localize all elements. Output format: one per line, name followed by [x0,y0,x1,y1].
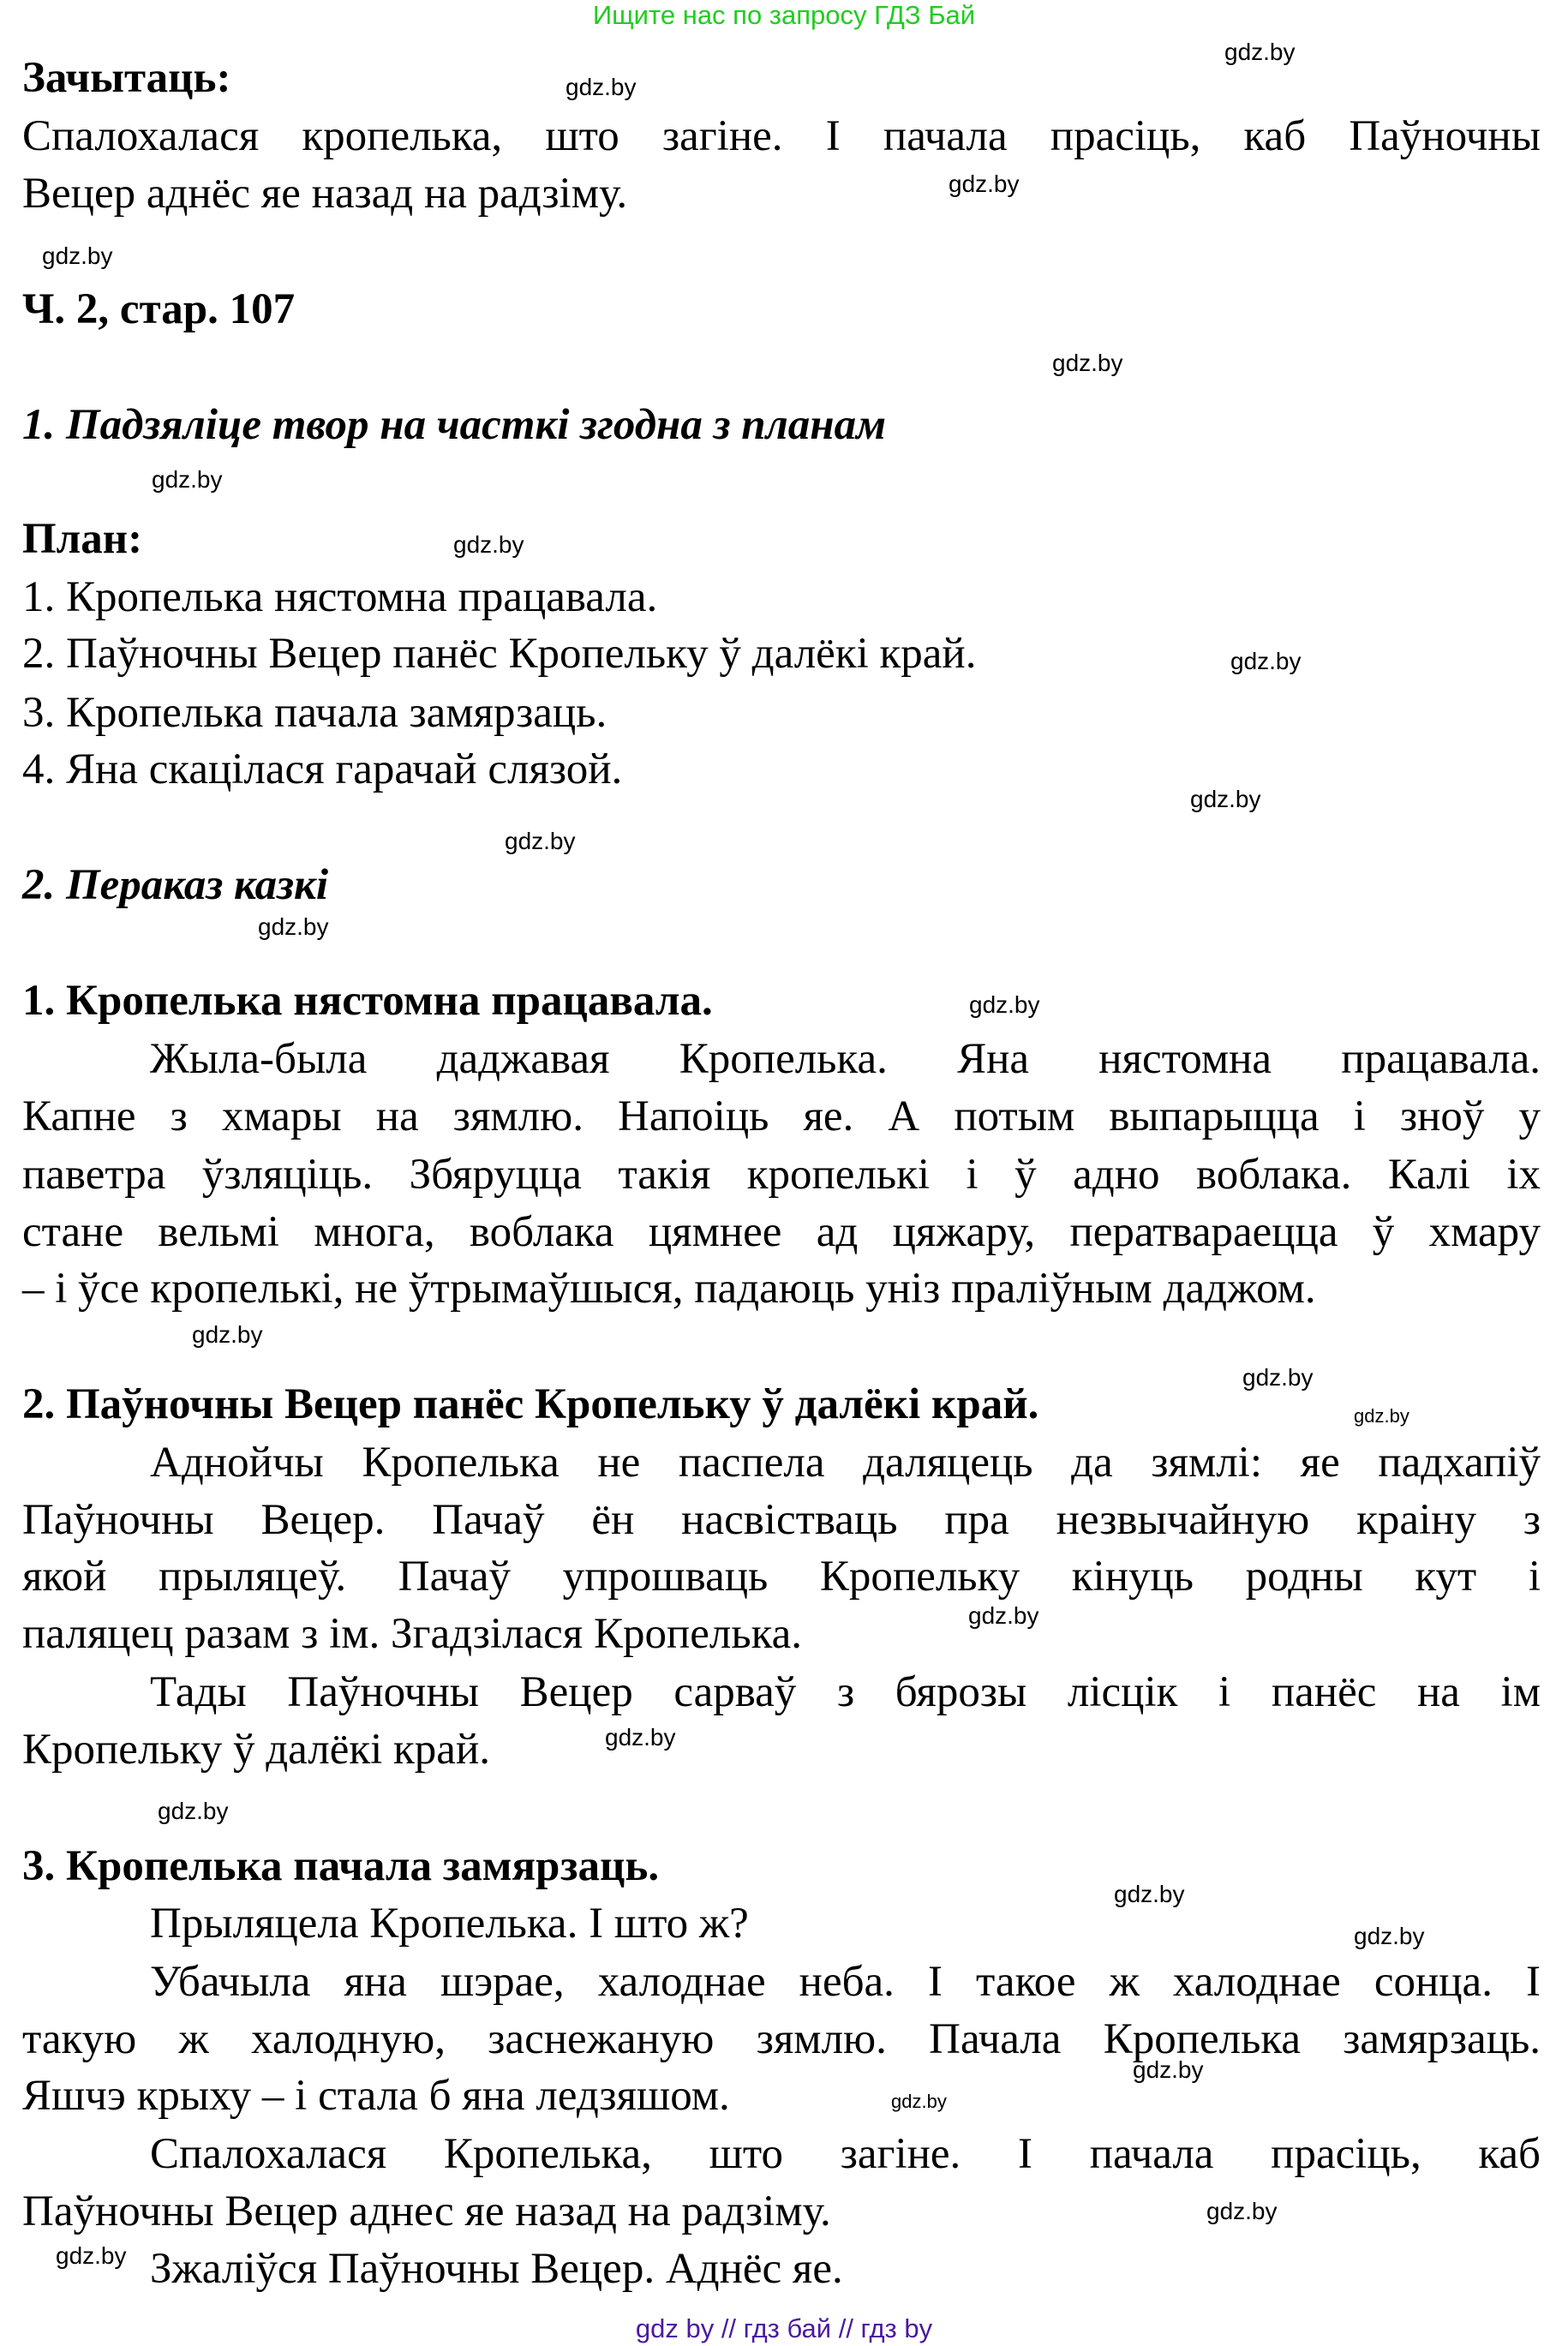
watermark: gdz.by [1230,648,1302,674]
watermark: gdz.by [453,531,524,558]
watermark: gdz.by [1133,2056,1204,2083]
story-line: такую ж халодную, заснежаную зямлю. Пачала Кропелька замярзаць. [22,2015,1541,2063]
watermark: gdz.by [158,1798,229,1824]
story-line: паляцец разам з ім. Згадзілася Кропелька. [22,1610,803,1658]
plan-item: 2. Паўночны Вецер панёс Кропельку ў далёкі край. [22,630,977,678]
task2-title: 2. Пераказ казкі [22,861,329,909]
story-line: Аднойчы Кропелька не паспела даляцець да зямлі: яе падхапіў [150,1439,1541,1487]
watermark: gdz.by [949,171,1020,197]
plan-item: 1. Кропелька нястомна працавала. [22,573,658,621]
watermark: gdz.by [1190,786,1261,812]
watermark: gdz.by [1242,1364,1314,1391]
watermark: gdz.by [605,1724,676,1751]
page-reference: Ч. 2, стар. 107 [22,285,296,333]
watermark: gdz.by [1354,1405,1409,1427]
watermark: gdz.by [505,828,576,854]
plan-item: 3. Кропелька пачала замярзаць. [22,689,607,737]
watermark: gdz.by [192,1321,263,1348]
story-line: Тады Паўночны Вецер сарваў з бярозы лісцік і панёс на ім [150,1668,1541,1716]
watermark: gdz.by [56,2242,127,2269]
story-line: паветра ўзляціць. Збяруцца такія кропелькі і ў адно воблака. Калі іх [22,1151,1541,1199]
story-line: Зжаліўся Паўночны Вецер. Аднёс яе. [150,2245,843,2293]
story-line: Спалохалася Кропелька, што загіне. І пачала прасіць, каб [150,2130,1541,2178]
footer-banner[interactable]: gdz by // гдз бай // гдз by [635,2313,933,2343]
intro-line: Вецер аднёс яе назад на радзіму. [22,170,628,218]
intro-line: Спалохалася кропелька, што загіне. І пачала прасіць, каб Паўночны [22,112,1541,160]
watermark: gdz.by [891,2091,947,2112]
plan-item: 4. Яна скацілася гарачай слязой. [22,745,623,793]
story-line: якой прыляцеў. Пачаў упрошваць Кропельку кінуць родны кут і [22,1553,1541,1601]
story-line: стане вельмі многа, воблака цямнее ад цяжару, ператвараецца ў хмару [22,1208,1541,1256]
part-heading: 1. Кропелька нястомна працавала. [22,977,713,1025]
story-line: Яшчэ крыху – і стала б яна ледзяшом. [22,2072,730,2120]
watermark: gdz.by [1224,39,1296,65]
intro-label: Зачытаць: [22,54,231,102]
watermark: gdz.by [566,74,637,100]
story-line: Жыла-была даджавая Кропелька. Яна нястомна працавала. [150,1035,1541,1083]
story-line: Убачыла яна шэрае, халоднае неба. І такое ж халоднае сонца. І [150,1958,1541,2006]
watermark: gdz.by [1206,2198,1278,2224]
watermark: gdz.by [968,1602,1039,1629]
watermark: gdz.by [1052,350,1123,376]
story-line: Капне з хмары на зямлю. Напоіць яе. А потым выпарыцца і зноў у [22,1092,1541,1140]
part-heading: 3. Кропелька пачала замярзаць. [22,1842,660,1890]
watermark: gdz.by [258,913,329,940]
watermark: gdz.by [969,991,1040,1018]
story-line: – і ўсе кропелькі, не ўтрымаўшыся, падаюць уніз праліўным даджом. [22,1265,1316,1313]
watermark: gdz.by [42,242,113,269]
watermark: gdz.by [1354,1923,1425,1949]
watermark: gdz.by [1114,1881,1185,1907]
story-line: Паўночны Вецер аднес яе назад на радзіму. [22,2187,831,2235]
story-line: Кропельку ў далёкі край. [22,1726,490,1774]
plan-label: План: [22,515,143,563]
story-line: Прыляцела Кропелька. І што ж? [150,1900,749,1948]
watermark: gdz.by [152,466,223,493]
search-banner[interactable]: Ищите нас по запросу ГДЗ Бай [592,0,976,30]
part-heading: 2. Паўночны Вецер панёс Кропельку ў далёкі край. [22,1380,1039,1428]
story-line: Паўночны Вецер. Пачаў ён насвістваць пра незвычайную краіну з [22,1496,1541,1544]
task1-title: 1. Падзяліце твор на часткі згодна з планам [22,401,887,449]
